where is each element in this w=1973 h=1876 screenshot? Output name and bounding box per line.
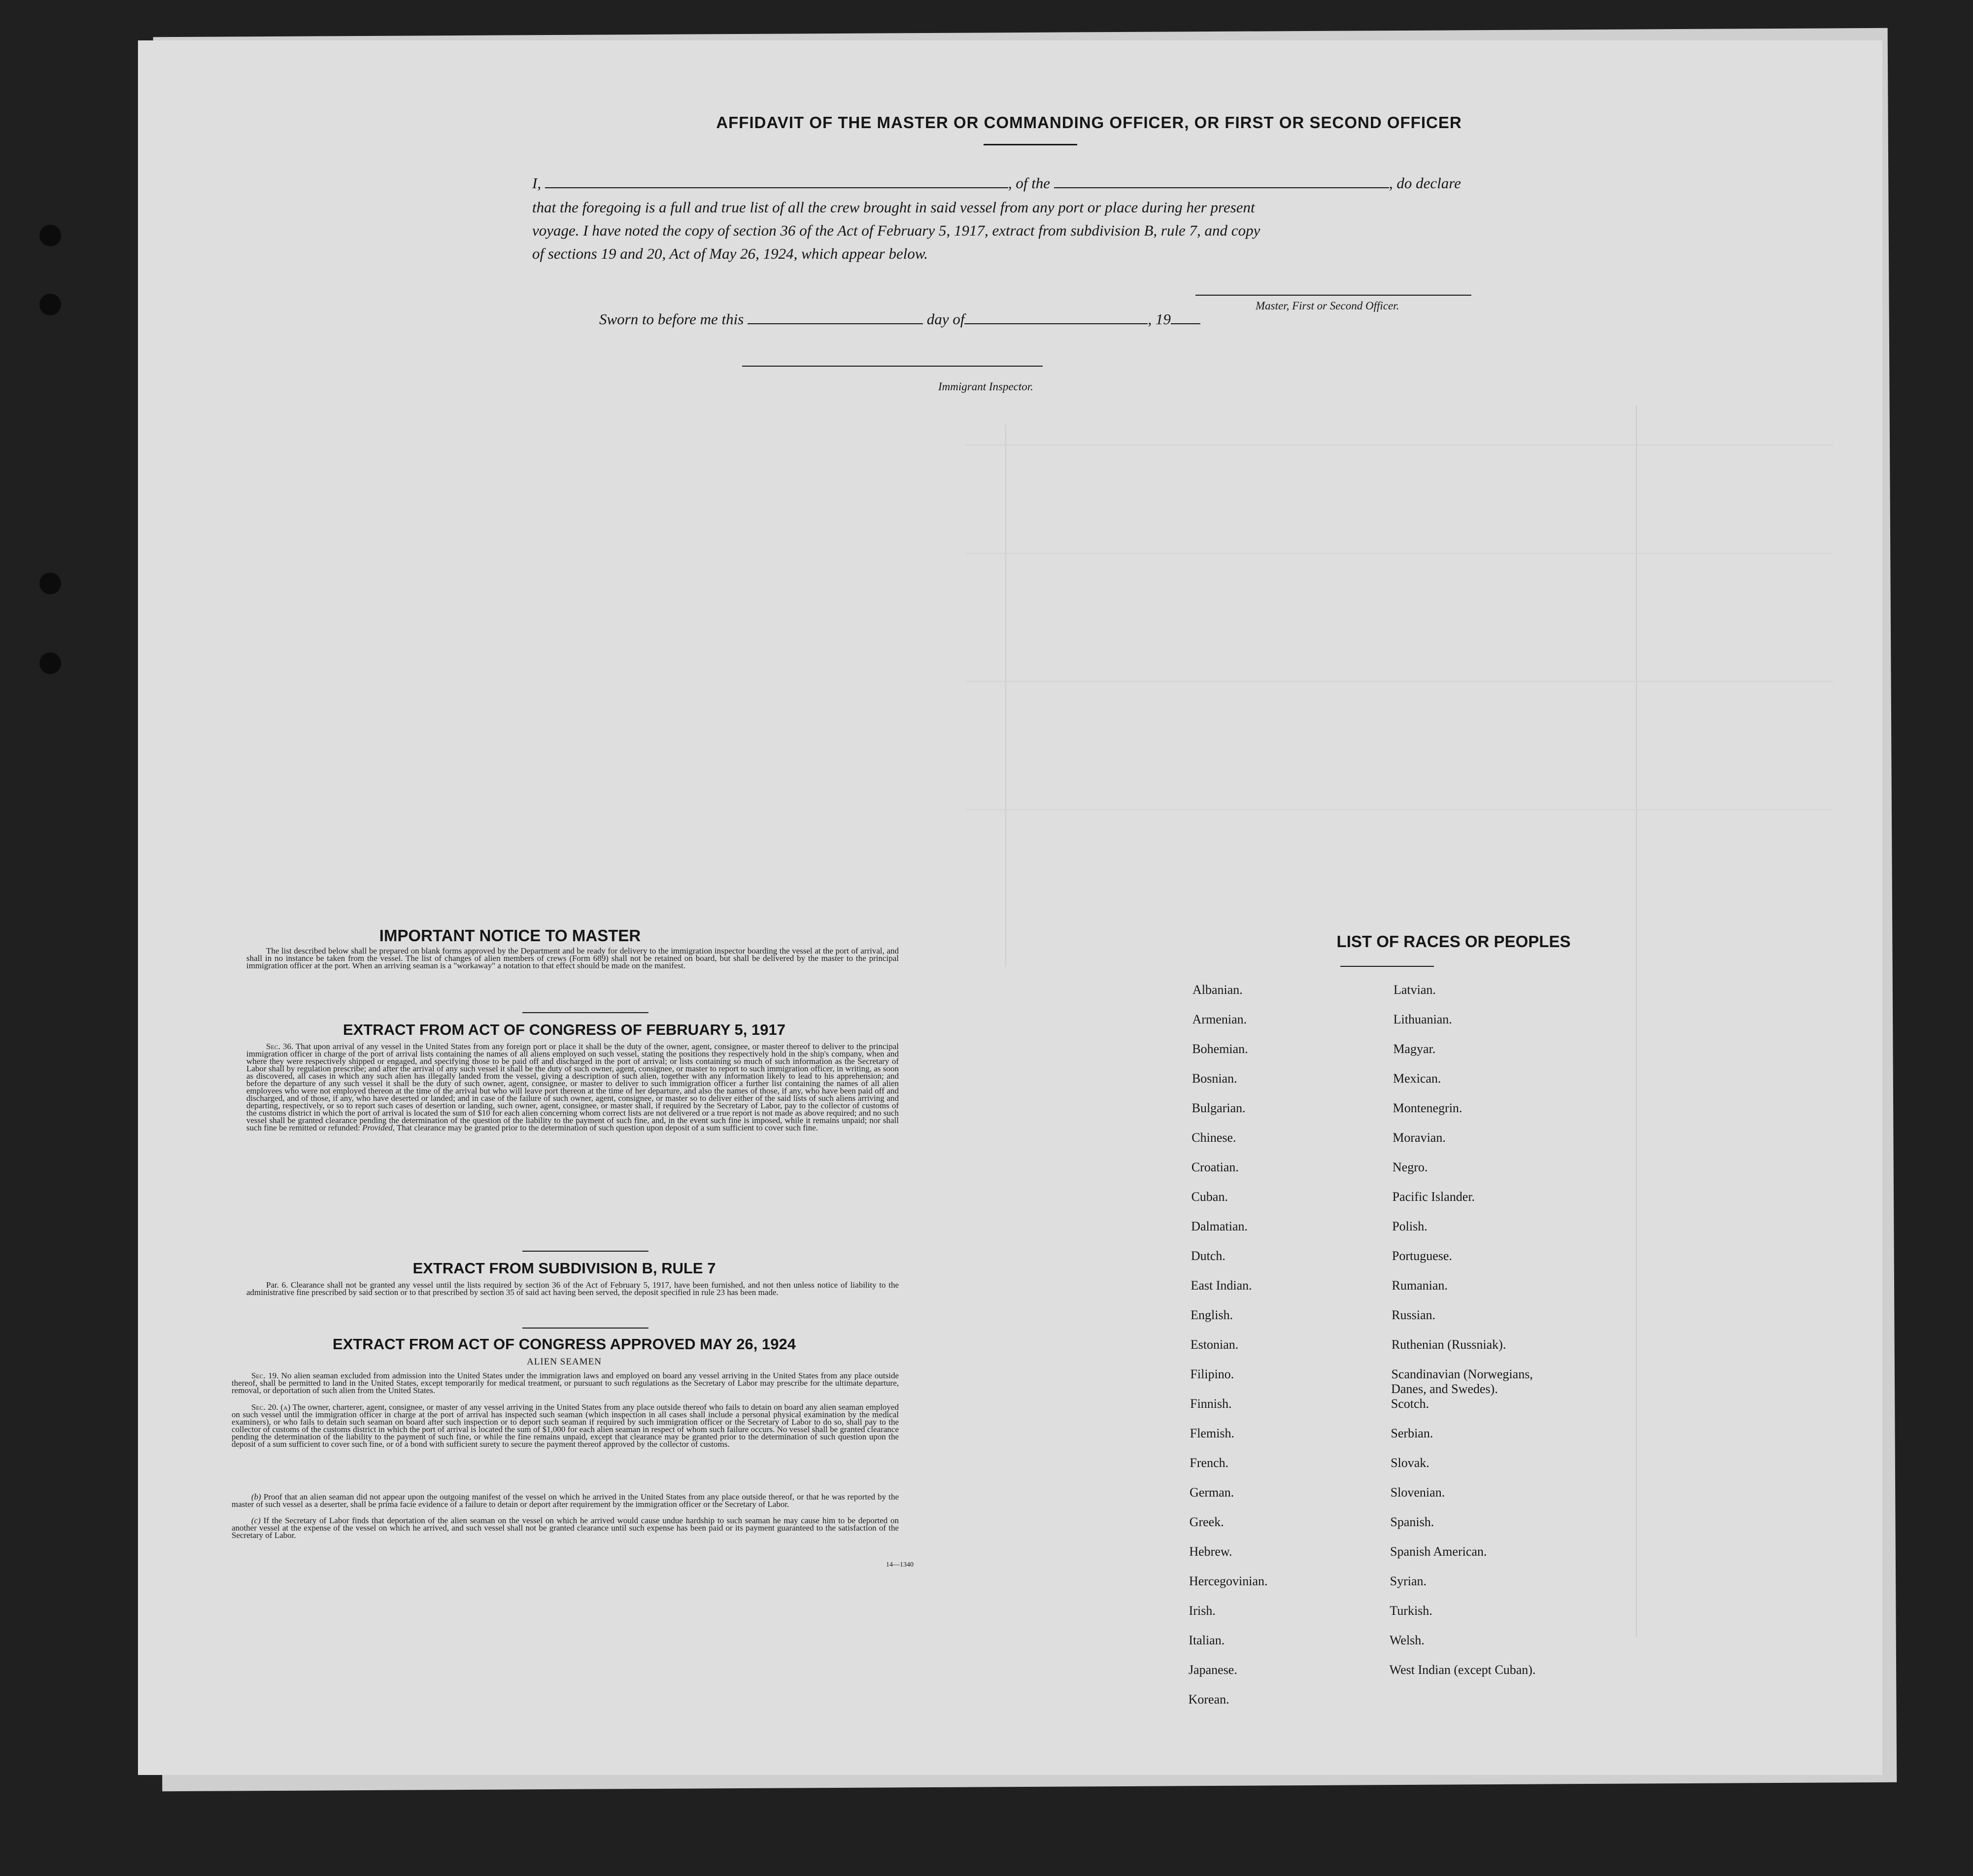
extract-1917-title: EXTRACT FROM ACT OF CONGRESS OF FEBRUARY 5, 1917 [343,1021,785,1038]
race-item: Danes, and Swedes). [1391,1382,1498,1396]
race-item: Korean. [1188,1692,1229,1706]
race-item: Hebrew. [1189,1544,1232,1559]
sworn-label: Sworn to before me this [599,310,744,328]
race-item: Finnish. [1190,1397,1232,1411]
race-item: Estonian. [1190,1337,1239,1352]
sworn-day-blank[interactable] [748,311,923,324]
punch-hole [39,225,61,246]
sec-20b-label: (b) [251,1492,261,1501]
affidavit-line-1 [532,174,1461,192]
race-item: Polish. [1392,1219,1428,1233]
i-label: I, [532,174,542,192]
race-item: Serbian. [1391,1426,1433,1440]
race-item: Rumanian. [1392,1278,1448,1293]
race-item: Chinese. [1191,1130,1236,1145]
race-item: French. [1190,1456,1229,1470]
subdivision-text: Par. 6. Clearance shall not be granted any vessel until the lists required by section 36 of the Act of February 5, 1917, have been furnished, and not then unless notice of liability to the administrative fine prescribed by said section or to that prescribed by section 35 of said act having been served, the deposit specified in rule 23 has been made. [246,1280,899,1297]
extract-1924-title: EXTRACT FROM ACT OF CONGRESS APPROVED MAY 26, 1924 [333,1335,796,1353]
race-item: Croatian. [1191,1160,1239,1174]
race-item: Portuguese. [1392,1249,1452,1263]
do-declare-label: , do declare [1389,174,1461,192]
races-title: LIST OF RACES OR PEOPLES [1336,932,1571,951]
races-rule [1340,966,1434,967]
alien-seamen-subtitle: ALIEN SEAMEN [527,1357,602,1367]
race-item: East Indian. [1191,1278,1252,1293]
affidavit-line-2: that the foregoing is a full and true list of all the crew brought in said vessel from any port or place during her present [532,199,1255,216]
race-item: Dutch. [1191,1249,1225,1263]
punch-hole [39,652,61,674]
race-item: Bulgarian. [1191,1101,1246,1115]
race-item: Cuban. [1191,1190,1228,1204]
sec-20c-body: If the Secretary of Labor finds that deportation of the alien seaman on the vessel on which he arrived would cause undue hardship to such seaman he may cause him to be deported on another vessel at the expense of the vessel on which he arrived, and such vessel shall not be granted clearance until such expense has been paid or its payment guaranteed to the satisfaction of the Secretary of Labor. [232,1516,899,1540]
sec-20-label: Sec. 20. (a) [251,1402,291,1412]
race-item: Magyar. [1393,1042,1436,1056]
race-item: Spanish American. [1390,1544,1487,1559]
race-item: Montenegrin. [1393,1101,1463,1115]
section-rule [522,1251,648,1252]
race-item: Slovenian. [1390,1485,1445,1500]
proviso-label: Provided, [362,1123,395,1132]
sworn-year-blank[interactable] [1171,311,1200,324]
race-item: Italian. [1189,1633,1225,1647]
title-rule [984,144,1077,145]
name-blank[interactable] [545,175,1008,188]
race-item: Bosnian. [1191,1071,1237,1086]
sworn-line [599,310,1200,328]
race-item: Armenian. [1192,1012,1247,1026]
proviso-body: That clearance may be granted prior to the determination of such question upon deposit of a sum sufficient to cover such fine. [396,1123,818,1132]
sec-19-label: Sec. 19. [251,1371,279,1380]
form-number: 14—1340 [886,1561,914,1569]
race-item: Albanian. [1192,983,1243,997]
race-item: Hercegovinian. [1189,1574,1268,1588]
section-rule [522,1012,648,1013]
race-item: Russian. [1392,1308,1435,1322]
race-item: Moravian. [1393,1130,1446,1145]
race-item: West Indian (except Cuban). [1389,1663,1536,1677]
race-item: Turkish. [1390,1603,1432,1618]
sworn-month-blank[interactable] [964,311,1148,324]
race-item: Filipino. [1190,1367,1234,1381]
sec-36-body: That upon arrival of any vessel in the United States from any foreign port or place it shall be the duty of the owner, agent, consignee, or master thereof to deliver to the principal immigration officer in charge of the port of arrival lists containing the names of all aliens employed on such vessel, stating the positions they respectively hold in the ship's company, when and where they were respectively shipped or engaged, and specifying those to be paid off and discharged in the port of arrival; or lists containing so much of such information as the Secretary of Labor shall by regulation prescribe; and after the arrival of any such vessel it shall be the duty of such owner, agent, consignee, or master to report to such immigration officer, in writing, as soon as discovered, all cases in which any such alien has illegally landed from the vessel, giving a description of such alien, together with any information likely to lead to his apprehension; and before the departure of any such vessel it shall be the duty of such owner, agent, consignee, or master to deliver to such immigration officer a further list containing the names of all alien employees who were not employed thereon at the time of the arrival but who will leave port thereon at the time of her departure, and also the names of those, if any, who have been paid off and discharged, and of those, if any, who have deserted or landed; and in case of the failure of such owner, agent, consignee, or master so to deliver either of the said lists of such aliens arriving and departing, respectively, or so to report such cases of desertion or landing, such owner, agent, consignee, or master shall, if required by the Secretary of Labor, pay to the collector of customs of the customs district in which the port of arrival is located the sum of $10 for each alien concerning whom correct lists are not delivered or a true report is not made as above required; and no such vessel shall be granted clearance pending the determination of the question of the liability to the payment of such fine, and, in the event such fine is imposed, while it remains unpaid; nor shall such fine be remitted or refunded: [246,1042,899,1132]
extract-1917-text [246,1043,899,1131]
sec-20b-body: Proof that an alien seaman did not appear upon the outgoing manifest of the vessel on which he arrived in the United States from any place outside thereof, or that he was reported by the master of such vessel as a deserter, shall be prima facie evidence of a failure to detain or deport after requirement by the immigration officer or the Secretary of Labor. [232,1492,899,1509]
affidavit-title: AFFIDAVIT OF THE MASTER OR COMMANDING OFFICER, OR FIRST OR SECOND OFFICER [716,113,1462,132]
affidavit-line-3: voyage. I have noted the copy of section 36 of the Act of February 5, 1917, extract from subdivision B, rule 7, and copy [532,222,1260,239]
race-item: Latvian. [1394,983,1436,997]
race-item: Spanish. [1390,1515,1434,1529]
notice-text: The list described below shall be prepared on blank forms approved by the Department and be ready for delivery to the immigration inspector boarding the vessel at the port of arrival, and shall in no instance be taken from the vessel. The list of changes of alien members of crews (Form 689) shall not be retained on board, but shall be delivered by the master to the principal immigration officer at the port. When an arriving seaman is a "workaway" a notation to that effect should be made on the manifest. [246,946,899,970]
race-item: Welsh. [1389,1633,1425,1647]
race-item: Lithuanian. [1393,1012,1452,1026]
sec-19-body: No alien seaman excluded from admission into the United States under the immigration laws and employed on board any vessel arriving in the United States from any place outside thereof, shall be permitted to land in the United States, except temporarily for medical treatment, or pursuant to such regulations as the Secretary of Labor may prescribe for the ultimate departure, removal, or deportation of such alien from the United States. [232,1371,899,1395]
race-item: Bohemian. [1192,1042,1248,1056]
race-item: Negro. [1392,1160,1428,1174]
race-item: Scandinavian (Norwegians, [1391,1367,1533,1381]
race-item: Slovak. [1391,1456,1429,1470]
section-rule [522,1328,648,1329]
inspector-signature-line[interactable] [742,366,1043,367]
race-item: Flemish. [1190,1426,1235,1440]
year-prefix: , 19 [1148,310,1171,328]
notice-title: IMPORTANT NOTICE TO MASTER [379,926,641,945]
master-signature-line[interactable] [1195,295,1471,296]
sec-20a-text [232,1403,899,1448]
race-item: Mexican. [1393,1071,1441,1086]
sec-20c-text [232,1517,899,1539]
affidavit-line-4: of sections 19 and 20, Act of May 26, 1924, which appear below. [532,245,928,262]
race-item: German. [1190,1485,1234,1500]
race-item: Ruthenian (Russniak). [1391,1337,1506,1352]
affidavit-page [138,40,1882,1775]
race-item: Japanese. [1188,1663,1237,1677]
race-item: English. [1191,1308,1233,1322]
race-item: Dalmatian. [1191,1219,1248,1233]
sec-20a-body: The owner, charterer, agent, consignee, or master of any vessel arriving in the United States from any place outside thereof who fails to detain on board any alien seaman employed on such vessel until the immigration officer in charge at the port of arrival has inspected such seaman (which inspection in all cases shall include a personal physical examination by the medical examiners), or who fails to detain such seaman on board after such inspection or to deport such seaman if required by such immigration officer or the Secretary of Labor to do so, shall pay to the collector of customs of the customs district in which the port of arrival is located the sum of $1,000 for each alien seaman in respect of whom such failure occurs. No vessel shall be granted clearance pending the determination of the liability to the payment of such fine, or while the fine remains unpaid, except that clearance may be granted prior to the determination of such question upon the deposit of a sum sufficient to cover such fine, or of a bond with sufficient surety to secure the payment thereof approved by the collector of customs. [232,1402,899,1449]
race-item: Greek. [1189,1515,1224,1529]
vessel-blank[interactable] [1054,175,1389,188]
punch-hole [39,573,61,594]
inspector-signature-caption: Immigrant Inspector. [938,380,1033,393]
master-signature-caption: Master, First or Second Officer. [1256,300,1399,312]
day-of-label: day of [926,310,965,328]
subdivision-title: EXTRACT FROM SUBDIVISION B, RULE 7 [412,1260,716,1277]
race-item: Irish. [1189,1603,1216,1618]
sec-36-label: Sec. 36. [266,1042,294,1051]
sec-19-text [232,1372,899,1394]
of-the-label: , of the [1008,174,1051,192]
race-item: Pacific Islander. [1392,1190,1475,1204]
punch-hole [39,294,61,315]
sec-20c-label: (c) [251,1516,261,1525]
race-item: Scotch. [1391,1397,1429,1411]
sec-20b-text [232,1493,899,1508]
race-item: Syrian. [1390,1574,1427,1588]
